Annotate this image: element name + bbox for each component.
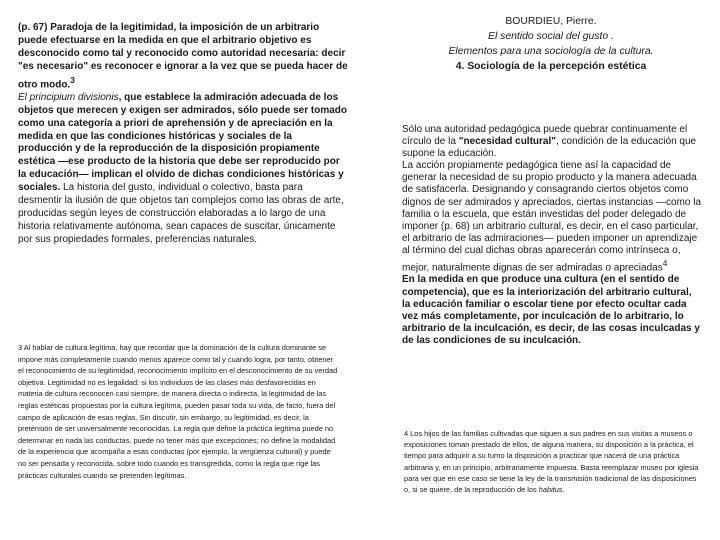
right-paragraph-3: En la medida en que produce una cultura (en el sentido de competencia), que es la interiorización del arbitrario cultural, la educación familiar o escolar tiene por efecto ocultar cada vez más completamente, por inculcación de lo arbitrario, lo arbitrario de la inculcación, es decir, de las cosas inculcadas y de las condiciones de su inculcación.	[402, 274, 700, 346]
left-sentence-3: , que establece la admiración adecuada de los objetos que merecen y exigen ser admirados, sólo puede ser tomado como una categoría a priori de aprehensión y de apreciación en la medida en que las condiciones históricas y sociales de la producción y de la reproducción de la disposición propiamente estética —ese producto de la historia que debe ser reproducido por la educación— implican el olvido de dichas condiciones históricas y sociales.	[18, 91, 347, 194]
left-paragraph	[18, 22, 348, 247]
right-paragraph-1	[402, 124, 702, 160]
left-sentence-4: La historia del gusto, individual o colectivo, basta para desmentir la ilusión de que objetos tan complejos como las obras de arte, producidas según leyes de construcción elaboradas a lo largo de una historia relativamente autónoma, sean capaces de suscitar, únicamente por sus propiedades formales, preferencias naturales.	[18, 182, 344, 245]
p1-end: , condición de la educación que supone la educación.	[402, 136, 697, 160]
author: BOURDIEU, Pierre.	[505, 16, 597, 27]
p2-text: La acción propiamente pedagógica tiene así la capacidad de generar la necesidad de su propio producto y la manera adecuada de satisfacerla. Designando y consagrando ciertos objetos como dignos de ser admirados y apreciados, ciertas instancias —como la familia o la escuela, que están investidas del poder delegado de imponer (p. 68) un arbitrario cultural, es decir, en el caso particular, el arbitrario de las admiraciones— pueden imponer un aprendizaje al término del cual dichas obras aparecerán como intrínseca o, mejor, naturalmente dignas de ser admiradas o apreciadas	[402, 160, 702, 274]
necesidad-cultural: "necesidad cultural"	[458, 136, 556, 148]
right-paragraph-2	[402, 160, 702, 274]
right-main-text	[402, 124, 702, 347]
footnote-ref-3: 3	[70, 74, 75, 85]
book-subtitle: Elementos para una sociología de la cultura.	[448, 46, 654, 57]
p1-start: Sólo una autoridad pedagógica puede quebrar continuamente el círculo de la	[402, 124, 688, 148]
principium-divisionis: El principium divisionis	[18, 91, 119, 103]
footnote-4	[404, 428, 702, 495]
document-header	[398, 14, 704, 74]
left-main-text	[18, 22, 348, 247]
habitus: habitus	[538, 485, 563, 495]
chapter-title: 4. Sociología de la percepción estética	[455, 61, 647, 72]
book-title: El sentido social del gusto .	[488, 31, 614, 42]
footnote-4-end: .	[562, 485, 565, 495]
footnote-3: 3 Al hablar de cultura legítima, hay que recordar que la dominación de la cultura dominante se impone más completamente cuando menos aparece como tal y cuando logra, por tanto, obtener el reconocimiento de su legitimidad, reconocimiento implícito en el desconocimiento de su verdad objetiva. Legitimidad no es legalidad: si los individuos de las clases más desfavorecidas en materia de cultura reconocen casi siempre, de manera directa o indirecta, la legitimidad de las reglas estéticas propuestas por la cultura legítima, pueden pasar toda su vida, de facto, fuera del campo de aplicación de esas reglas. Sin discutir, sin embargo, su legitimidad, es decir, la pretensión de ser universalmente reconocidas. La regla que define la práctica legítima puede no determinar en nada las conductas, puede no tener más que excepciones; no define la modalidad de la experiencia que acompaña a esas conductas (por ejemplo, la vergüenza cultural) y puede no ser pensada y reconocida, sobre todo cuando es transgredida, como la regla que rige las prácticas culturales cuando se pretenden legítimas.	[18, 343, 338, 480]
left-sentence-1: (p. 67) Paradoja de la legitimidad, la imposición de un arbitrario puede efectuarse en la medida en que el arbitrario objetivo es desconocido como tal y reconocido como autoridad necesaria: decir "es necesario" es reconocer e ignorar a la vez que se pueda hacer de otro modo.	[18, 22, 348, 90]
footnote-4-text: 4 Los hijos de las familias cultivadas que siguen a sus padres en sus visitas a museos o exposiciones toman prestado de ellos, de alguna manera, su disposición a la práctica, el tiempo para adquirir a su turno la disposición a practicar que nacerá de una práctica arbitraria y, en un principio, arbitrariamente impuesta. Basta reemplazar museo por iglesia para ver que en ese caso se tiene la ley de la transmisión tradicional de las disposiciones o, si se quiere, de la reproducción de los	[404, 429, 699, 495]
footnote-ref-4: 4	[662, 258, 668, 269]
